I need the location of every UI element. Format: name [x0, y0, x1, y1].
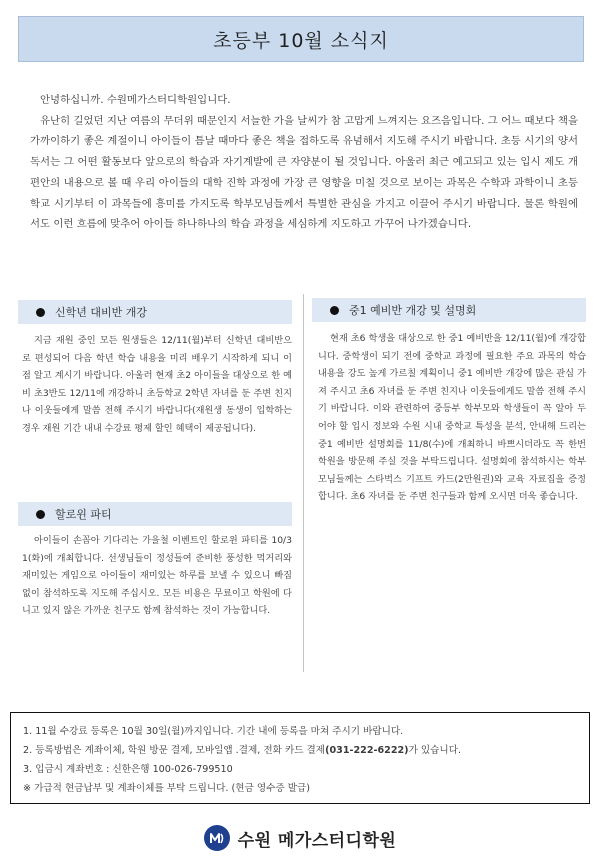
notice-line-1: 1. 11월 수강료 등록은 10월 30일(월)까지입니다. 기간 내에 등록을 마쳐 주시기 바랍니다.: [23, 726, 404, 737]
section-text-halloween: 아이들이 손꼽아 기다리는 가을철 이벤트인 할로윈 파티를 10/31(화)에 개최합니다. 선생님들이 정성들여 준비한 풍성한 먹거리와 재미있는 게임으로 아이들이 재미있는 하루를 보낼 수 있으니 빠짐없이 참석하도록 지도해 주십시오. 모든 비용은 무료이고 학원에 다니고 있지 않은 가까운 친구도 함께 참석하는 것이 가능합니다.: [22, 535, 292, 617]
section-text-new-year-class: 지금 재원 중인 모든 원생들은 12/11(월)부터 신학년 대비반으로 편성되어 다음 학년 학습 내용을 미리 배우기 시작하게 되니 이 점 알고 계시기 바랍니다. 아울러 현재 초2 아이들을 대상으로 한 예비 초3반도 12/11에 개강하니 초등학교 2학년 자녀를 둔 주변 친지나 이웃들에게 말씀 전해 주시기 바랍니다(재원생 동생이 입학하는 경우 재원 기간 내내 수강료 평제 할인 혜택이 제공됩니다).: [22, 335, 292, 434]
intro-text: [30, 90, 578, 235]
notice-line-2: [23, 741, 577, 760]
notice-line-4: ※ 가급적 현금납부 및 계좌이체를 부탁 드립니다. (현금 영수증 발급): [23, 783, 310, 794]
notice-box: [10, 712, 590, 804]
section-header-halloween: [18, 502, 292, 526]
section-body-halloween: [22, 532, 292, 620]
column-divider: [303, 294, 304, 672]
intro-body: 유난히 길었던 지난 여름의 무더위 때문인지 서늘한 가을 날씨가 참 고맙게 느껴지는 요즈음입니다. 그 어느 때보다 책을 가까이하기 좋은 계절이니 아이들이 틈날 때마다 좋은 책을 접하도록 유념해서 지도해 주시기 바랍니다. 초등 시기의 양서 독서는 그 어떤 활동보다 앞으로의 학습과 자기계발에 큰 자양분이 될 것입니다. 아울러 최근 예고되고 있는 입시 제도 개편안의 내용으로 볼 때 우리 아이들의 대학 진학 과정에 가장 큰 영향을 미칠 것으로 보이는 과목은 수학과 과학이니 초등학교 시기부터 이 과목들에 흥미를 가지도록 학부모님들께서 특별한 관심을 가지고 이끌어 주시기 바랍니다. 물론 학원에서도 이런 흐름에 맞추어 아이들 하나하나의 학습 과정을 세심하게 지도하고 가꾸어 나가겠습니다.: [30, 114, 578, 231]
intro-greeting: 안녕하십니까. 수원메가스터디학원입니다.: [40, 94, 231, 106]
section-text-middle-prep: 현재 초6 학생을 대상으로 한 중1 예비반을 12/11(월)에 개강합니다. 중학생이 되기 전에 중학교 과정에 필요한 주요 과목의 학습 내용을 강도 높게 가르칠 계획이니 중1 예비반 개강에 많은 관심 가져 주시고 초6 자녀를 둔 주변 친지나 이웃들에게도 말씀 전해 주시기 바랍니다. 이와 관련하여 중등부 학부모와 학생들이 꼭 알아 두어야 할 입시 정보와 수원 시내 중학교 특성을 분석, 안내해 드리는 중1 예비반 설명회를 11/8(수)에 개최하니 바쁘시더라도 꼭 한번 학원을 방문해 주실 것을 부탁드립니다. 설명회에 참석하시는 학부모님들께는 스타벅스 기프트 카드(2만원권)와 교육 자료집을 증정합니다. 초6 자녀를 둔 주변 친구들과 함께 오시면 더욱 좋습니다.: [318, 333, 586, 503]
bullet-icon: [36, 308, 45, 317]
brand-name: 수원 메가스터디학원: [237, 830, 397, 851]
notice-line-3: 3. 입금시 계좌번호 : 신한은행 100-026-799510: [23, 764, 233, 775]
section-header-middle-prep: [312, 298, 586, 322]
footer: [0, 818, 600, 858]
section-title-middle-prep: 중1 예비반 개강 및 설명회: [349, 304, 477, 317]
notice-phone: (031-222-6222): [325, 745, 409, 756]
section-header-new-year-class: [18, 300, 292, 324]
section-body-new-year-class: [22, 332, 292, 438]
section-body-middle-prep: [318, 330, 586, 506]
notice-payment-methods: 2. 등록방법은 계좌이체, 학원 방문 결제, 모바일앱 .결제, 전화 카드 결제: [23, 745, 326, 756]
notice-line-2-end: 가 있습니다.: [408, 745, 462, 756]
newsletter-title: 초등부 10월 소식지: [213, 29, 389, 52]
mega-study-logo-icon: [204, 825, 230, 851]
bullet-icon: [36, 510, 45, 519]
section-title-halloween: 할로윈 파티: [55, 508, 112, 521]
newsletter-title-bar: [18, 16, 584, 62]
bullet-icon: [330, 306, 339, 315]
section-title-new-year-class: 신학년 대비반 개강: [55, 306, 148, 319]
